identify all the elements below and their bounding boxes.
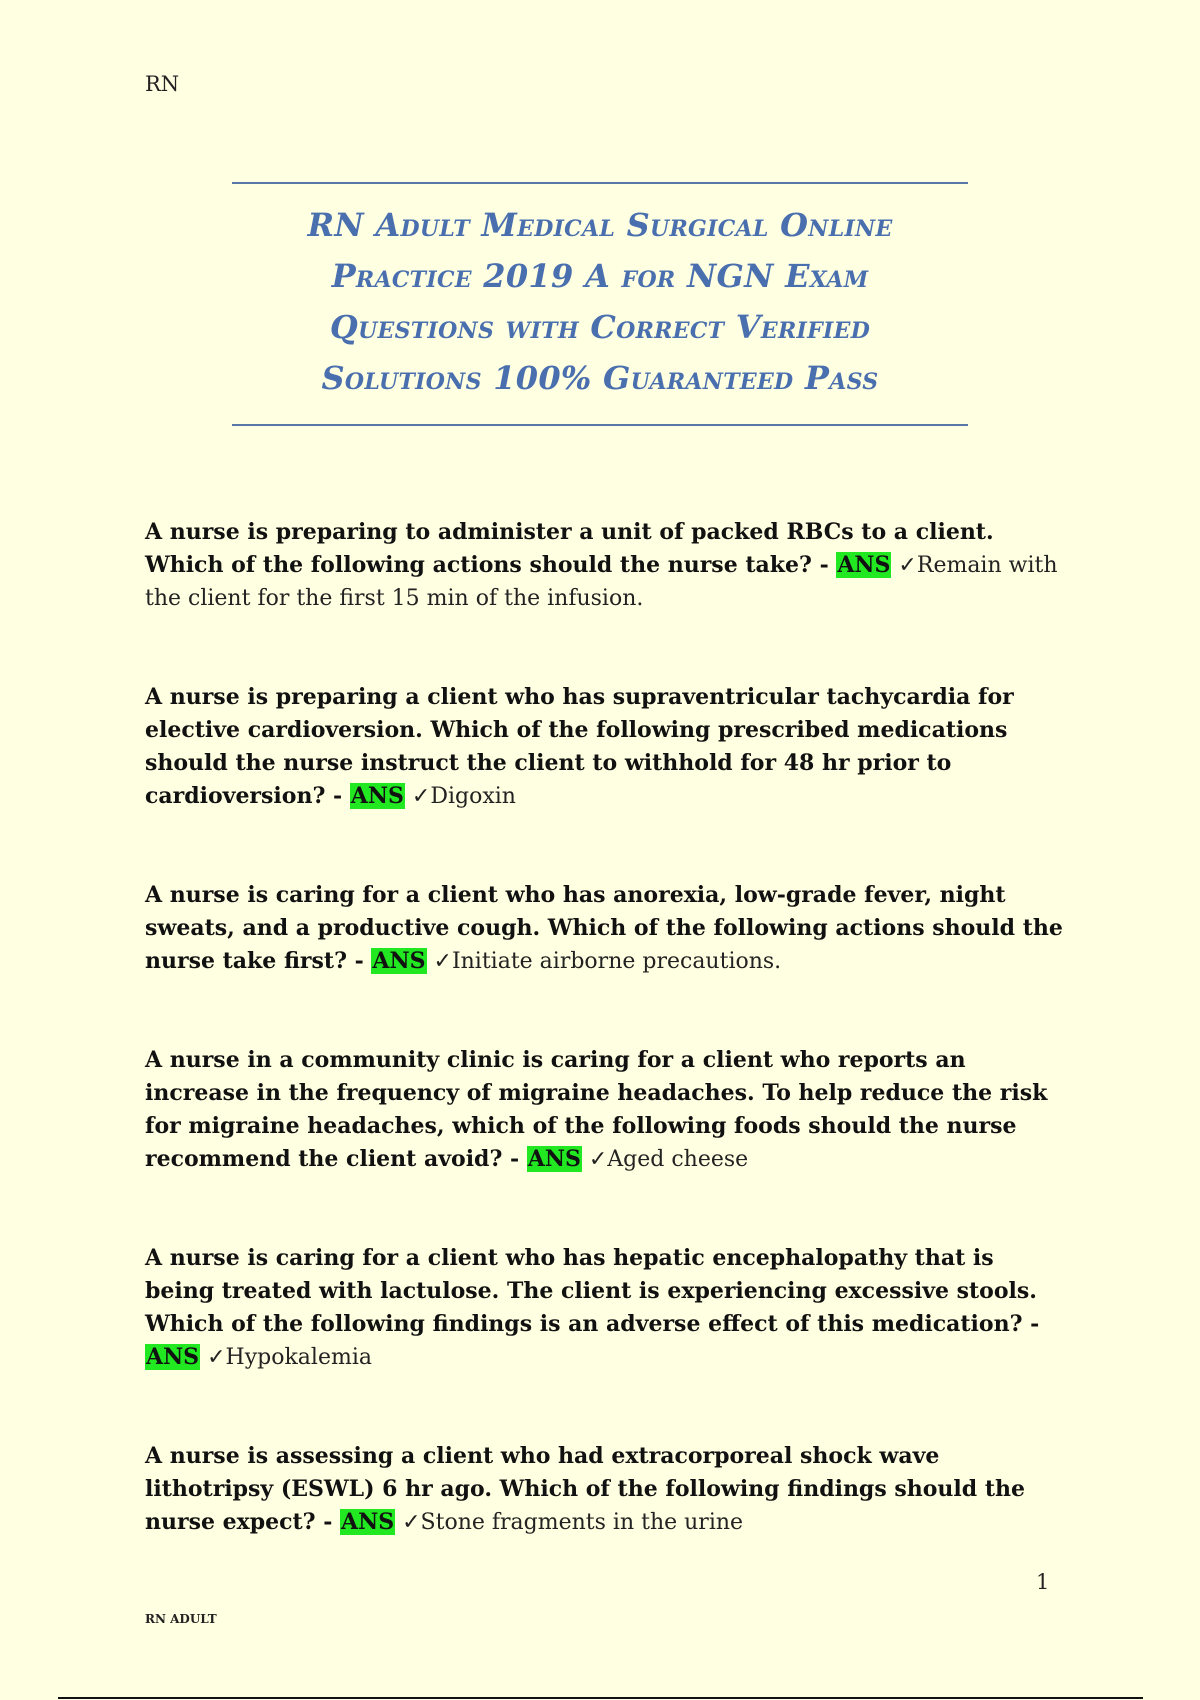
document-title: [232, 200, 968, 404]
answer-text: Hypokalemia: [225, 1345, 372, 1370]
running-footer: RN ADULT: [145, 1612, 217, 1626]
answer-text: Remain with the client for the first 15 min of the infusion.: [145, 553, 1058, 611]
question-text: A nurse is preparing to administer a unit of packed RBCs to a client. Which of the following actions should the nurse take?: [145, 519, 994, 578]
question-separator: -: [811, 552, 837, 578]
answer-text: Stone fragments in the urine: [420, 1510, 744, 1535]
question-separator: -: [325, 783, 350, 809]
question-separator: -: [1022, 1311, 1040, 1337]
qa-item: [145, 1440, 1065, 1539]
title-line: Practice 2019 A for NGN Exam: [331, 257, 869, 295]
title-line: Solutions 100% Guaranteed Pass: [321, 359, 879, 397]
question-text: A nurse in a community clinic is caring for a client who reports an increase in the frequency of migraine headaches. To help reduce the risk for migraine headaches, which of the following foods should the nurse recommend the client avoid?: [145, 1047, 1048, 1172]
question-text: A nurse is caring for a client who has hepatic encephalopathy that is being treated with lactulose. The client is experiencing excessive stools. Which of the following findings is an adverse effect of this medication?: [145, 1245, 1037, 1337]
question-separator: -: [502, 1146, 527, 1172]
checkmark-icon: ✓: [891, 553, 917, 578]
title-line: RN Adult Medical Surgical Online: [307, 206, 893, 244]
qa-item: [145, 879, 1065, 978]
answer-text: Digoxin: [430, 784, 516, 809]
qa-item: [145, 516, 1065, 615]
qa-item: [145, 681, 1065, 813]
bottom-rule: [58, 1697, 1143, 1699]
answer-text: Aged cheese: [607, 1147, 749, 1172]
page-number: 1: [1036, 1570, 1050, 1594]
qa-list: [145, 516, 1065, 1605]
qa-item: [145, 1242, 1065, 1374]
checkmark-icon: ✓: [200, 1345, 226, 1370]
checkmark-icon: ✓: [581, 1147, 608, 1172]
title-rule-top: [232, 182, 968, 184]
ans-highlight: ANS: [341, 1509, 395, 1535]
page-header: RN: [145, 72, 180, 96]
question-separator: -: [315, 1509, 341, 1535]
question-text: A nurse is caring for a client who has anorexia, low-grade fever, night sweats, and a productive cough. Which of the following actions should the nurse take first?: [145, 882, 1063, 974]
title-line: Questions with Correct Verified: [329, 308, 871, 346]
ans-highlight: ANS: [837, 552, 891, 578]
title-rule-bottom: [232, 424, 968, 426]
checkmark-icon: ✓: [426, 949, 452, 974]
checkmark-icon: ✓: [395, 1510, 421, 1535]
ans-highlight: ANS: [527, 1146, 581, 1172]
answer-text: Initiate airborne precautions.: [451, 949, 782, 974]
question-separator: -: [346, 948, 372, 974]
question-text: A nurse is preparing a client who has supraventricular tachycardia for elective cardioversion. Which of the following prescribed medications should the nurse instruct the client to withhold for 48 hr prior to cardioversion?: [145, 684, 1014, 809]
ans-highlight: ANS: [146, 1344, 200, 1370]
checkmark-icon: ✓: [404, 784, 431, 809]
question-text: A nurse is assessing a client who had extracorporeal shock wave lithotripsy (ESWL) 6 hr ago. Which of the following findings should the nurse expect?: [145, 1443, 1025, 1535]
ans-highlight: ANS: [372, 948, 426, 974]
ans-highlight: ANS: [350, 783, 404, 809]
qa-item: [145, 1044, 1065, 1176]
